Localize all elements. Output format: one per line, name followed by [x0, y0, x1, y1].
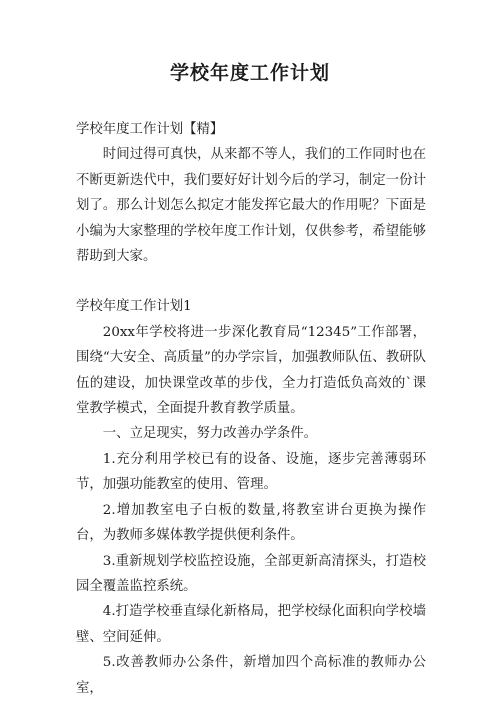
section-heading: 学校年度工作计划1 — [76, 299, 192, 315]
list-item: 3.重新规划学校监控设施，全部更新高清探头，打造校园全覆盖监控系统。 — [76, 553, 426, 594]
list-item: 1.充分利用学校已有的设备、设施，逐步完善薄弱环节，加强功能教室的使用、管理。 — [76, 451, 426, 493]
section-subheading: 一、立足现实，努力改善办学条件。 — [102, 426, 318, 442]
paragraph-gap — [76, 269, 426, 294]
intro-paragraph: 时间过得可真快，从来都不等人，我们的工作同时也在不断更新迭代中，我们要好好计划今后的学习，制定一份计划了。那么计划怎么拟定才能发挥它最大的作用呢？下面是小编为大家整理的学校年度工作计划，仅供参考，希望能够帮助到大家。 — [76, 147, 426, 265]
list-item: 2.增加教室电子白板的数量,将教室讲台更换为操作台，为教师多媒体教学提供便利条件。 — [76, 502, 426, 544]
intro-heading: 学校年度工作计划【精】 — [76, 122, 224, 137]
list-item: 5.改善教师办公条件，新增加四个高标准的教师办公室， — [76, 655, 426, 696]
document-title: 学校年度工作计划 — [169, 62, 330, 84]
document-body — [76, 117, 426, 701]
list-item: 4.打造学校垂直绿化新格局，把学校绿化面积向学校墙壁、空间延伸。 — [76, 604, 426, 645]
section-paragraph: 20xx年学校将进一步深化教育局“12345”工作部署，围绕“大安全、高质量”的办学宗旨，加强教师队伍、教研队伍的建设，加快课堂改革的步伐，全力打造低负高效的`课堂教学模式，全面提升教育教学质量。 — [76, 324, 426, 417]
